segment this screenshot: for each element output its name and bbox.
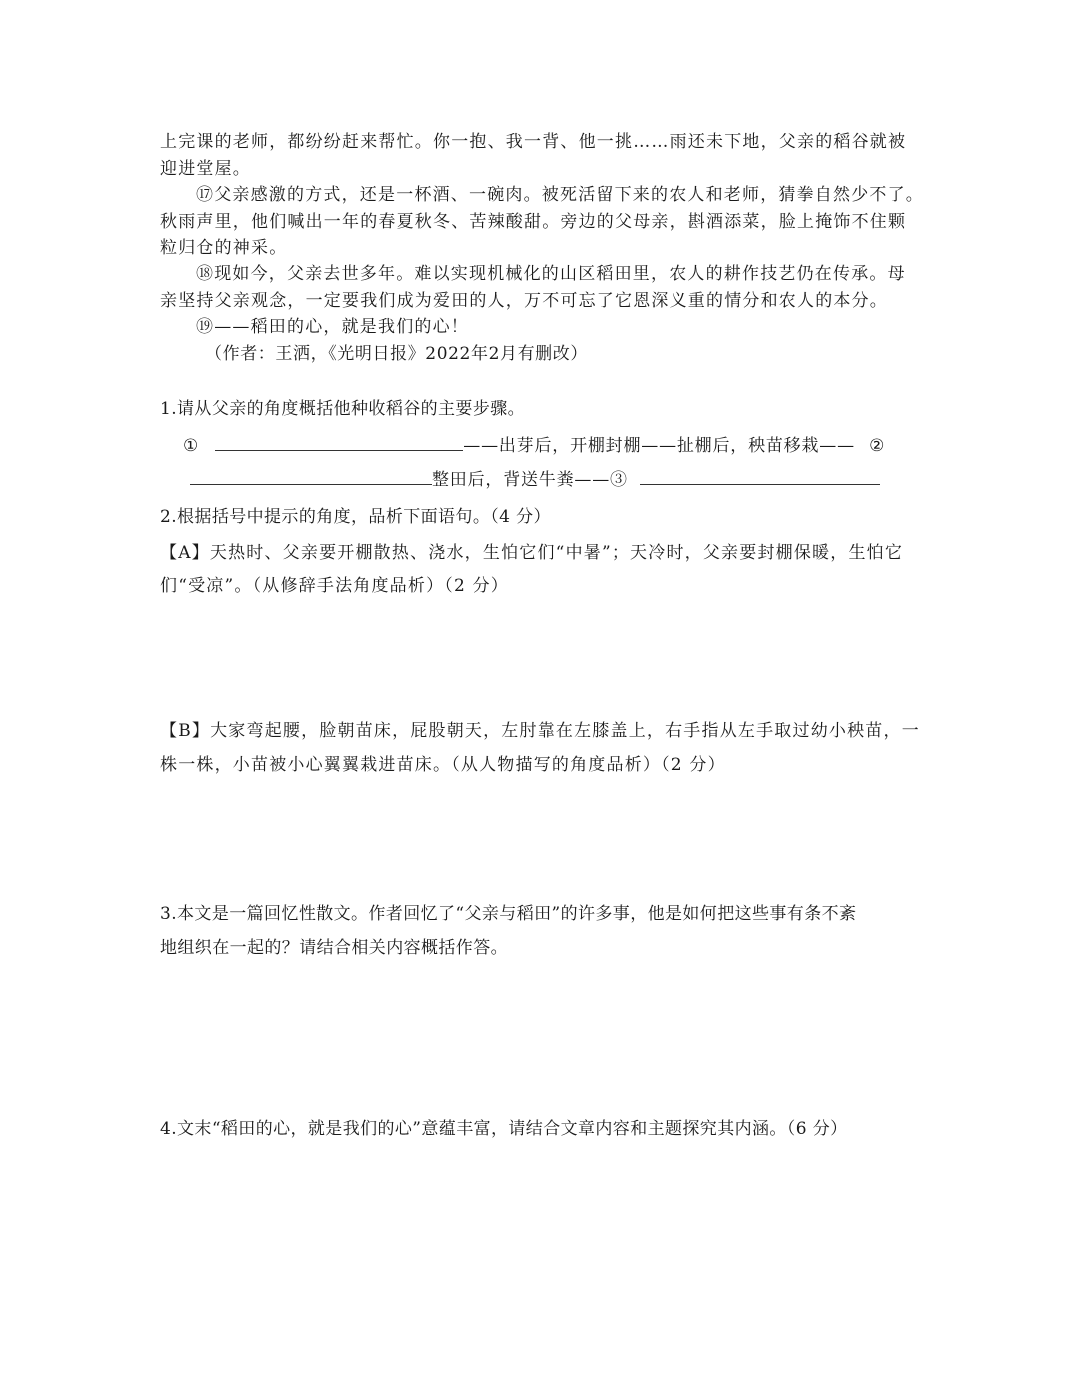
question-2b-line: 株一株，小苗被小心翼翼栽进苗床。（从人物描写的角度品析）（2 分）: [160, 755, 726, 775]
passage-line: 粒归仓的神采。: [160, 238, 288, 258]
passage-line: 秋雨声里，他们喊出一年的春夏秋冬、苦辣酸甜。旁边的父母亲，斟酒添菜，脸上掩饰不住颗: [160, 212, 907, 232]
answer-blank-3[interactable]: [640, 466, 880, 485]
answer-marker-2: ②: [869, 436, 886, 456]
question-1-stem: 1.请从父亲的角度概括他种收稻谷的主要步骤。: [160, 399, 526, 419]
answer-blank-2[interactable]: [190, 466, 432, 485]
paragraph-17: ⑰父亲感激的方式，还是一杯酒、一碗肉。被死活留下来的农人和老师，猜拳自然少不了。: [196, 185, 924, 205]
paragraph-18: ⑱现如今，父亲去世多年。难以实现机械化的山区稻田里，农人的耕作技艺仍在传承。母: [196, 264, 906, 284]
source-attribution: （作者：王洒，《光明日报》2022年2月有删改）: [205, 344, 588, 364]
passage-line: 迎进堂屋。: [160, 159, 251, 179]
question-4-line: 4.文末“稻田的心，就是我们的心”意蕴丰富，请结合文章内容和主题探究其内涵。（6 分）: [160, 1119, 848, 1139]
question-3-line: 3.本文是一篇回忆性散文。作者回忆了“父亲与稻田”的许多事，他是如何把这些事有条不紊: [160, 904, 857, 924]
passage-line: 上完课的老师，都纷纷赶来帮忙。你一抱、我一背、他一挑……雨还未下地，父亲的稻谷就被: [160, 132, 907, 152]
question-3-line: 地组织在一起的？请结合相关内容概括作答。: [160, 938, 508, 958]
answer-marker-1: ①: [183, 436, 200, 456]
passage-line: 亲坚持父亲观念，一定要我们成为爱田的人，万不可忘了它恩深义重的情分和农人的本分。: [160, 291, 888, 311]
question-1-text-1: ——出芽后，开棚封棚——扯棚后，秧苗移栽——: [463, 436, 855, 456]
question-1-text-2: 整田后，背送牛粪——③: [432, 470, 628, 490]
question-2-stem: 2.根据括号中提示的角度，品析下面语句。（4 分）: [160, 507, 551, 527]
answer-blank-1[interactable]: [215, 432, 463, 451]
question-2b-line: 【B】大家弯起腰，脸朝苗床，屁股朝天，左肘靠在左膝盖上，右手指从左手取过幼小秧苗，一: [160, 721, 920, 741]
question-1-row-1: [183, 432, 885, 458]
question-2a-line: 们“受凉”。（从修辞手法角度品析）（2 分）: [160, 576, 510, 596]
question-1-row-2: [190, 466, 880, 492]
question-2a-line: 【A】天热时、父亲要开棚散热、浇水，生怕它们“中暑”；天冷时，父亲要封棚保暖，生怕它: [160, 543, 904, 563]
paragraph-19: ⑲——稻田的心，就是我们的心！: [196, 317, 469, 337]
